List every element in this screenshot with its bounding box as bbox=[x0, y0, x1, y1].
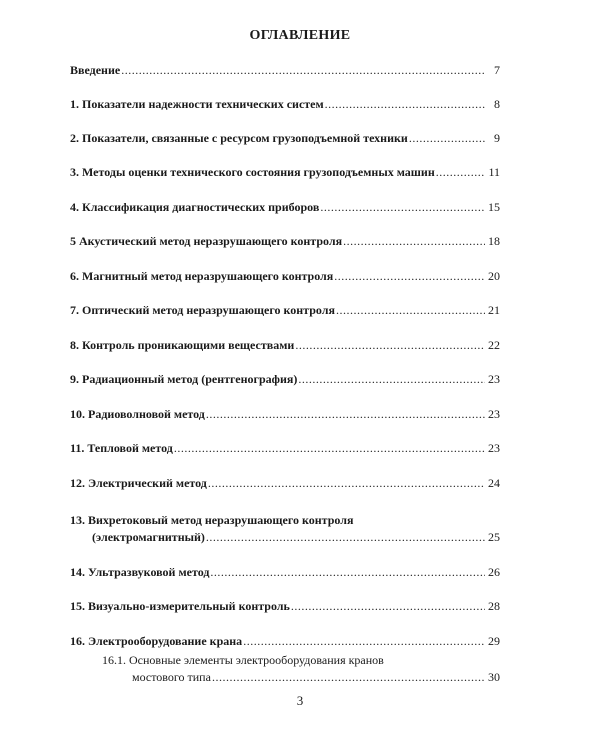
toc-entry-15[interactable] bbox=[70, 598, 500, 614]
toc-page-number: 28 bbox=[488, 599, 500, 613]
toc-entry-title: 11. Тепловой метод bbox=[70, 441, 173, 455]
toc-page-number: 21 bbox=[488, 303, 500, 317]
dot-leader bbox=[409, 130, 485, 146]
toc-entry-12[interactable] bbox=[70, 475, 500, 491]
dot-leader bbox=[291, 598, 485, 614]
dot-leader bbox=[243, 633, 485, 649]
toc-entry-4[interactable] bbox=[70, 199, 500, 215]
toc-entry-title: 5 Акустический метод неразрушающего контроля bbox=[70, 234, 343, 248]
toc-entry-title: 9. Радиационный метод (рентгенография) bbox=[70, 372, 298, 386]
toc-entry-title: мостового типа bbox=[132, 670, 211, 684]
toc-entry-13[interactable] bbox=[92, 529, 500, 545]
toc-entry-3[interactable] bbox=[70, 164, 500, 180]
toc-entry-5[interactable] bbox=[70, 233, 500, 249]
toc-entry-title: 14. Ультразвуковой метод bbox=[70, 565, 210, 579]
dot-leader bbox=[320, 199, 485, 215]
toc-entry-16[interactable] bbox=[70, 633, 500, 649]
dot-leader bbox=[336, 302, 485, 318]
dot-leader bbox=[436, 164, 485, 180]
toc-page-number: 23 bbox=[488, 441, 500, 455]
toc-entry-title: 4. Классификация диагностических приборов bbox=[70, 200, 320, 214]
dot-leader bbox=[206, 406, 485, 422]
toc-page-number: 11 bbox=[488, 165, 500, 179]
toc-page-number: 22 bbox=[488, 338, 500, 352]
toc-entry-10[interactable] bbox=[70, 406, 500, 422]
toc-page-number: 20 bbox=[488, 269, 500, 283]
toc-entry-introduction[interactable] bbox=[70, 62, 500, 78]
dot-leader bbox=[325, 96, 485, 112]
toc-page-number: 29 bbox=[488, 634, 500, 648]
dot-leader bbox=[210, 564, 485, 580]
toc-entry-title: 15. Визуально-измерительный контроль bbox=[70, 599, 290, 613]
toc-entry-title: 3. Методы оценки технического состояния грузоподъемных машин bbox=[70, 165, 435, 179]
toc-entry-7[interactable] bbox=[70, 302, 500, 318]
dot-leader bbox=[208, 475, 485, 491]
toc-page-number: 18 bbox=[488, 234, 500, 248]
toc-page-number: 15 bbox=[488, 200, 500, 214]
toc-page-number: 26 bbox=[488, 565, 500, 579]
toc-entry-title: 16. Электрооборудование крана bbox=[70, 634, 243, 648]
toc-entry-2[interactable] bbox=[70, 130, 500, 146]
toc-entry-6[interactable] bbox=[70, 268, 500, 284]
toc-page-number: 8 bbox=[494, 97, 500, 111]
dot-leader bbox=[121, 62, 485, 78]
dot-leader bbox=[212, 669, 485, 685]
toc-entry-title: 1. Показатели надежности технических систем bbox=[70, 97, 324, 111]
toc-page-number: 7 bbox=[494, 63, 500, 77]
dot-leader bbox=[174, 440, 485, 456]
toc-entry-title: 7. Оптический метод неразрушающего контроля bbox=[70, 303, 335, 317]
toc-entry-title: 12. Электрический метод bbox=[70, 476, 207, 490]
toc-entry-11[interactable] bbox=[70, 440, 500, 456]
toc-page-number: 9 bbox=[494, 131, 500, 145]
toc-entry-14[interactable] bbox=[70, 564, 500, 580]
toc-entry-16-1[interactable] bbox=[132, 669, 500, 685]
toc-entry-1[interactable] bbox=[70, 96, 500, 112]
toc-entry-title: 8. Контроль проникающими веществами bbox=[70, 338, 295, 352]
toc-entry-title: 2. Показатели, связанные с ресурсом грузоподъемной техники bbox=[70, 131, 408, 145]
toc-entry-9[interactable] bbox=[70, 371, 500, 387]
toc-page-number: 30 bbox=[488, 670, 500, 684]
page-number: 3 bbox=[296, 693, 304, 708]
dot-leader bbox=[343, 233, 485, 249]
toc-page-number: 25 bbox=[488, 530, 500, 544]
toc-page-number: 23 bbox=[488, 407, 500, 421]
toc-entry-8[interactable] bbox=[70, 337, 500, 353]
toc-entry-title: (электромагнитный) bbox=[92, 530, 205, 544]
dot-leader bbox=[334, 268, 485, 284]
dot-leader bbox=[206, 529, 485, 545]
toc-entry-title: Введение bbox=[70, 63, 121, 77]
toc-entry-13-line1[interactable]: 13. Вихретоковый метод неразрушающего контроля bbox=[70, 513, 354, 527]
dot-leader bbox=[295, 337, 485, 353]
toc-page-number: 23 bbox=[488, 372, 500, 386]
toc-entry-title: 10. Радиоволновой метод bbox=[70, 407, 205, 421]
dot-leader bbox=[298, 371, 485, 387]
toc-entry-16-1-line1[interactable]: 16.1. Основные элементы электрооборудования кранов bbox=[102, 653, 384, 667]
toc-page-number: 24 bbox=[488, 476, 500, 490]
page-title: ОГЛАВЛЕНИЕ bbox=[249, 28, 351, 43]
toc-entry-title: 6. Магнитный метод неразрушающего контроля bbox=[70, 269, 334, 283]
